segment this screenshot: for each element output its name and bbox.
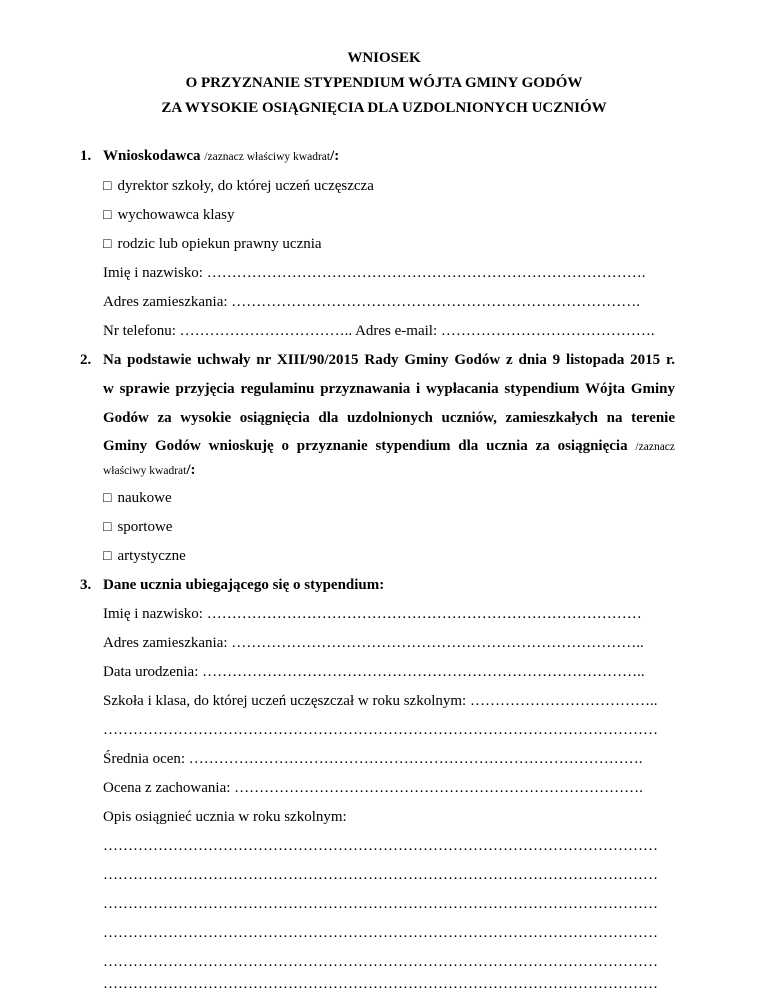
- student-birthdate-field[interactable]: Data urodzenia: ……………………………………………………………………………..: [103, 664, 645, 680]
- document-subtitle-2: ZA WYSOKIE OSIĄGNIĘCIA DLA UZDOLNIONYCH UCZNIÓW: [161, 100, 607, 116]
- document-title: WNIOSEK: [347, 50, 421, 66]
- achievements-line[interactable]: …………………………………………………………………………………………………: [103, 838, 658, 854]
- checkbox-icon[interactable]: □: [103, 237, 112, 252]
- checkbox-option-scientific[interactable]: □ naukowe: [103, 490, 172, 506]
- applicant-name-field[interactable]: Imię i nazwisko: …………………………………………………………………………….: [103, 265, 646, 281]
- checkbox-icon[interactable]: □: [103, 491, 112, 506]
- checkbox-icon[interactable]: □: [103, 208, 112, 223]
- applicant-contact-field[interactable]: Nr telefonu: …………………………….. Adres e-mail: …………………………………….: [103, 323, 655, 339]
- student-address-field[interactable]: Adres zamieszkania: ………………………………………………………………………..: [103, 635, 644, 651]
- achievements-line[interactable]: …………………………………………………………………………………………………: [103, 896, 658, 912]
- checkbox-option-parent[interactable]: □ rodzic lub opiekun prawny ucznia: [103, 236, 322, 252]
- checkbox-option-teacher[interactable]: □ wychowawca klasy: [103, 207, 235, 223]
- section-2-line-2: w sprawie przyjęcia regulaminu przyznawania i wypłacania stypendium Wójta Gminy: [103, 381, 675, 397]
- achievements-line[interactable]: …………………………………………………………………………………………………: [103, 925, 658, 941]
- section-1-number: 1.: [80, 148, 92, 164]
- student-average-field[interactable]: Średnia ocen: ……………………………………………………………………………….: [103, 751, 643, 767]
- section-2-line-3: Godów za wysokie osiągnięcia dla uzdolnionych uczniów, zamieszkałych na terenie: [103, 410, 675, 426]
- section-2-number: 2.: [80, 352, 92, 368]
- section-1-title: Wnioskodawca: [103, 148, 201, 164]
- section-2-note: właściwy kwadrat/:: [103, 462, 196, 478]
- checkbox-option-director[interactable]: □ dyrektor szkoły, do której uczeń uczęszcza: [103, 178, 374, 194]
- section-1-heading: Wnioskodawca /zaznacz właściwy kwadrat/:: [103, 148, 340, 164]
- checkbox-option-sports[interactable]: □ sportowe: [103, 519, 173, 535]
- checkbox-option-artistic[interactable]: □ artystyczne: [103, 548, 186, 564]
- section-3-title: Dane ucznia ubiegającego się o stypendium:: [103, 577, 385, 593]
- student-school-field[interactable]: Szkoła i klasa, do której uczeń uczęszczał w roku szkolnym: ………………………………..: [103, 693, 658, 709]
- section-3-number: 3.: [80, 577, 92, 593]
- section-1-note: zaznacz właściwy kwadrat: [207, 151, 331, 163]
- achievements-line[interactable]: …………………………………………………………………………………………………: [103, 976, 658, 992]
- achievements-label: Opis osiągnieć ucznia w roku szkolnym:: [103, 809, 347, 825]
- section-2-line-1: Na podstawie uchwały nr XIII/90/2015 Rady Gminy Godów z dnia 9 listopada 2015 r.: [103, 352, 675, 368]
- checkbox-icon[interactable]: □: [103, 520, 112, 535]
- student-name-field[interactable]: Imię i nazwisko: ……………………………………………………………………………: [103, 606, 642, 622]
- checkbox-icon[interactable]: □: [103, 179, 112, 194]
- section-2-line-4: Gminy Godów wnioskuję o przyznanie stypendium dla ucznia za osiągnięcia /zaznacz: [103, 438, 676, 454]
- checkbox-icon[interactable]: □: [103, 549, 112, 564]
- student-school-field-continued[interactable]: …………………………………………………………………………………………………: [103, 722, 658, 738]
- achievements-line[interactable]: …………………………………………………………………………………………………: [103, 954, 658, 970]
- achievements-line[interactable]: …………………………………………………………………………………………………: [103, 867, 658, 883]
- document-subtitle: O PRZYZNANIE STYPENDIUM WÓJTA GMINY GODÓW: [185, 75, 583, 91]
- student-behaviour-field[interactable]: Ocena z zachowania: ……………………………………………………………………….: [103, 780, 643, 796]
- applicant-address-field[interactable]: Adres zamieszkania: ……………………………………………………………………….: [103, 294, 641, 310]
